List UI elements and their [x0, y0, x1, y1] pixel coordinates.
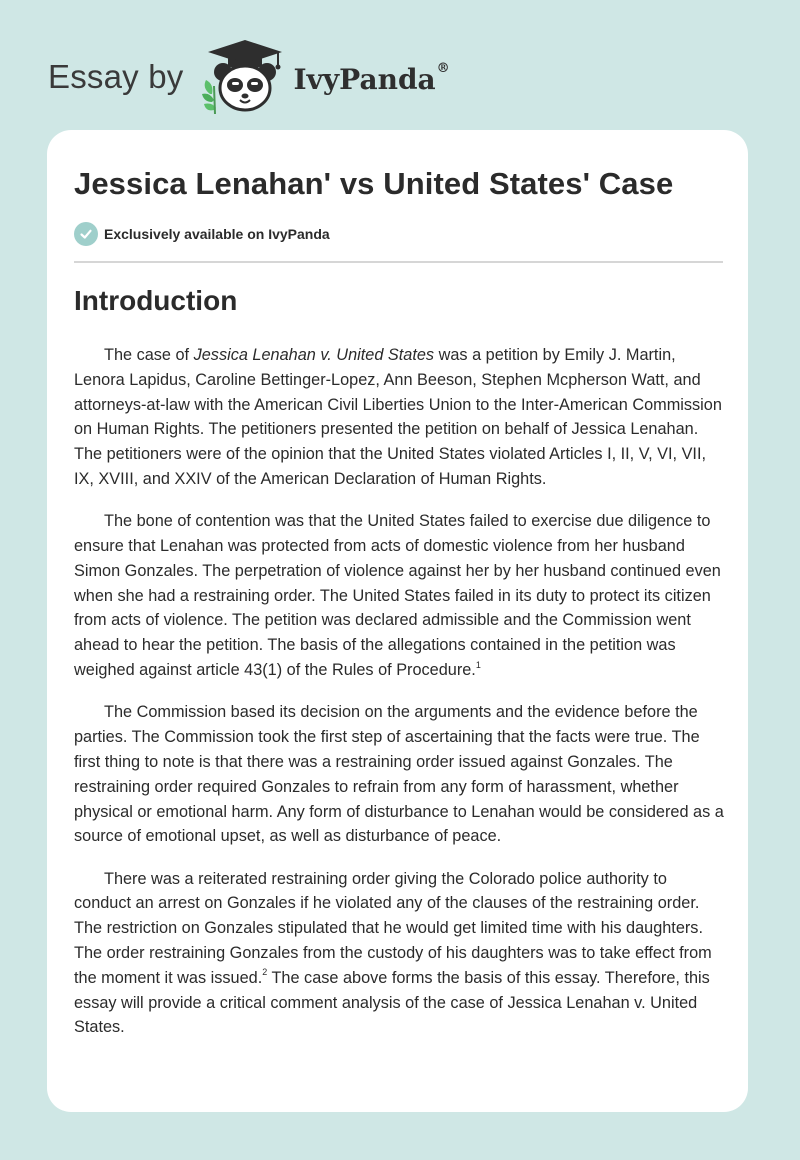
- registered-mark: ®: [436, 61, 450, 76]
- paragraph: The Commission based its decision on the arguments and the evidence before the parties. The Commission took the first step of ascertaining that the facts were true. The first thing to note is that there was a restraining order issued against Gonzales. The restraining order required Gonzales to refrain from any form of harassment, whether physical or emotional harm. Any form of disturbance to Lenahan would be considered as a source of emotional upset, as well as disturbance of peace.: [74, 703, 724, 846]
- case-name-italic: Jessica Lenahan v. United States: [193, 346, 435, 364]
- brand-name: IvyPanda®: [293, 61, 450, 96]
- paragraph: The case of Jessica Lenahan v. United States was a petition by Emily J. Martin, Lenora Lapidus, Caroline Bettinger-Lopez, Ann Beeson, Stephen Mcpherson Watt, and attorneys-at-law with the American Civil Liberties Union to the Inter-American Commission on Human Rights. The petitioners presented the petition on behalf of Jessica Lenahan. The petitioners were of the opinion that the United States violated Articles I, II, V, VI, VII, IX, XVIII, and XXIV of the American Declaration of Human Rights.: [74, 346, 722, 488]
- footnote-marker[interactable]: 2: [262, 967, 268, 978]
- title-divider: [74, 261, 723, 263]
- essay-card: [47, 130, 748, 1112]
- section-heading: Introduction: [74, 285, 238, 316]
- footnote-marker[interactable]: 1: [475, 659, 481, 670]
- paragraph: The bone of contention was that the United States failed to exercise due diligence to ensure that Lenahan was protected from acts of domestic violence from her husband Simon Gonzales. The perpetration of violence against her by her husband continued even when she had a restraining order. The United States failed in its duty to protect its citizen from acts of violence. The petition was declared admissible and the Commission went ahead to hear the petition. The basis of the allegations contained in the petition was weighed against article 43(1) of the Rules of Procedure.$^1$: [74, 512, 721, 680]
- exclusive-badge-text: Exclusively available on IvyPanda: [104, 226, 330, 242]
- exclusive-badge: [74, 222, 330, 246]
- paragraph: There was a reiterated restraining order giving the Colorado police authority to conduct an arrest on Gonzales if he violated any of the clauses of the restraining order. The restriction on Gonzales stipulated that he would get limited time with his daughters. The order restraining Gonzales from the custody of his daughters was to take effect from the moment it was issued.$^2$ The case above forms the basis of this essay. Therefore, this essay will provide a critical comment analysis of the case of Jessica Lenahan v. United States.: [74, 869, 712, 1037]
- essay-body: [74, 343, 724, 1058]
- check-circle-icon: [74, 222, 98, 246]
- panda-graduate-icon: [198, 36, 292, 116]
- page-title: Jessica Lenahan' vs United States' Case: [74, 166, 674, 201]
- site-header: [48, 36, 450, 116]
- brand-prefix: Essay by: [48, 57, 184, 95]
